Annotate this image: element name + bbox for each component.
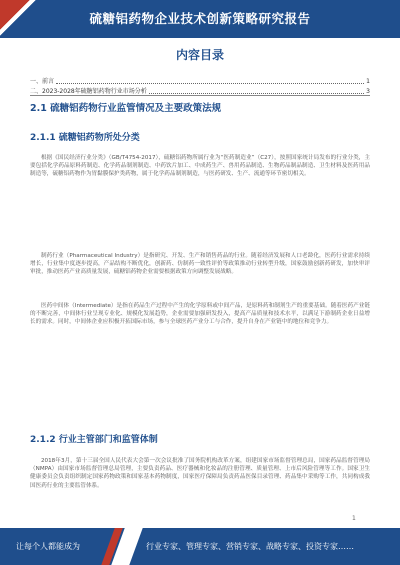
toc-entry-page: 1 [366,78,370,85]
page-number: 1 [352,515,356,522]
section-heading-2-1-2: 2.1.2 行业主管部门和监管体制 [30,435,158,445]
body-paragraph: 制药行业（Pharmaceutical Industry）是指研究、开发、生产和销售药品的行业。随着经济发展和人口老龄化，医药行业需求持续增长，行业集中度逐步提高，产品结构不断优化，创新药、仿制药一致性评价等政策推动行业转型升级，国家鼓励创新药研发，加快审评审批，推动医药产业高质量发展，硫糖铝药物企业需要根据政策方向调整发展战略。 [30,253,370,276]
footer-slogan-right: 行业专家、管理专家、营销专家、战略专家、投资专家…… [146,542,354,551]
body-paragraph: 根据《国民经济行业分类》（GB/T4754-2017），硫糖铝药物所属行业为“医药制造业”（C27），按照国家统计局发布的行业分类，主要包括化学药品原料药制造、化学药品制剂制造、中药饮片加工、中成药生产、兽用药品制造、生物药品制品制造、卫生材料及医药用品制造等，硫糖铝药物作为胃黏膜保护类药物，属于化学药品制剂制造，与医药研发、生产、流通等环节密切相关。 [30,155,370,178]
report-footer [0,528,400,565]
toc-entry-2[interactable] [30,86,370,95]
toc-entry-label: 一、前言 [30,78,55,85]
toc-entry-1[interactable] [30,76,370,85]
toc-entry-page: 3 [366,88,370,95]
section-heading-2-1-1: 2.1.1 硫糖铝药物所处分类 [30,133,140,143]
footer-slogan-left: 让每个人都能成为 [16,542,80,551]
toc-title: 内容目录 [175,48,224,62]
toc-leader-dots [149,93,364,94]
body-paragraph: 医药中间体（Intermediate）是指在药品生产过程中产生的化学原料或中间产品，是原料药和制剂生产的重要基础。随着医药产业链的不断完善，中间体行业呈现专业化、规模化发展趋势，企业需要加强研发投入，提高产品质量和技术水平，以满足下游制药企业日益增长的需求。同时，中间体企业应积极开拓国际市场，参与全球医药产业分工与合作，提升自身在产业链中的地位和竞争力。 [30,303,370,326]
section-heading-2-1: 2.1 硫糖铝药物行业监管情况及主要政策法规 [30,103,222,114]
toc-entry-label: 二、2023-2028年硫糖铝药物行业市场分析 [30,88,147,95]
toc-divider [30,95,370,96]
toc-leader-dots [56,83,364,84]
report-title: 硫糖铝药物企业技术创新策略研究报告 [89,11,311,26]
body-paragraph: 2018年3月，第十三届全国人民代表大会第一次会议批准了国务院机构改革方案，组建国家市场监督管理总局，国家药品监督管理局（NMPA）由国家市场监督管理总局管理，主要负责药品、医疗器械和化妆品的注册管理、质量管理、上市后风险管理等工作。国家卫生健康委员会负责组织制定国家药物政策和国家基本药物制度，国家医疗保障局负责药品医保目录管理、药品集中采购等工作，共同构成我国医药行业的主要监管体系。 [30,458,370,489]
report-header [0,0,400,38]
